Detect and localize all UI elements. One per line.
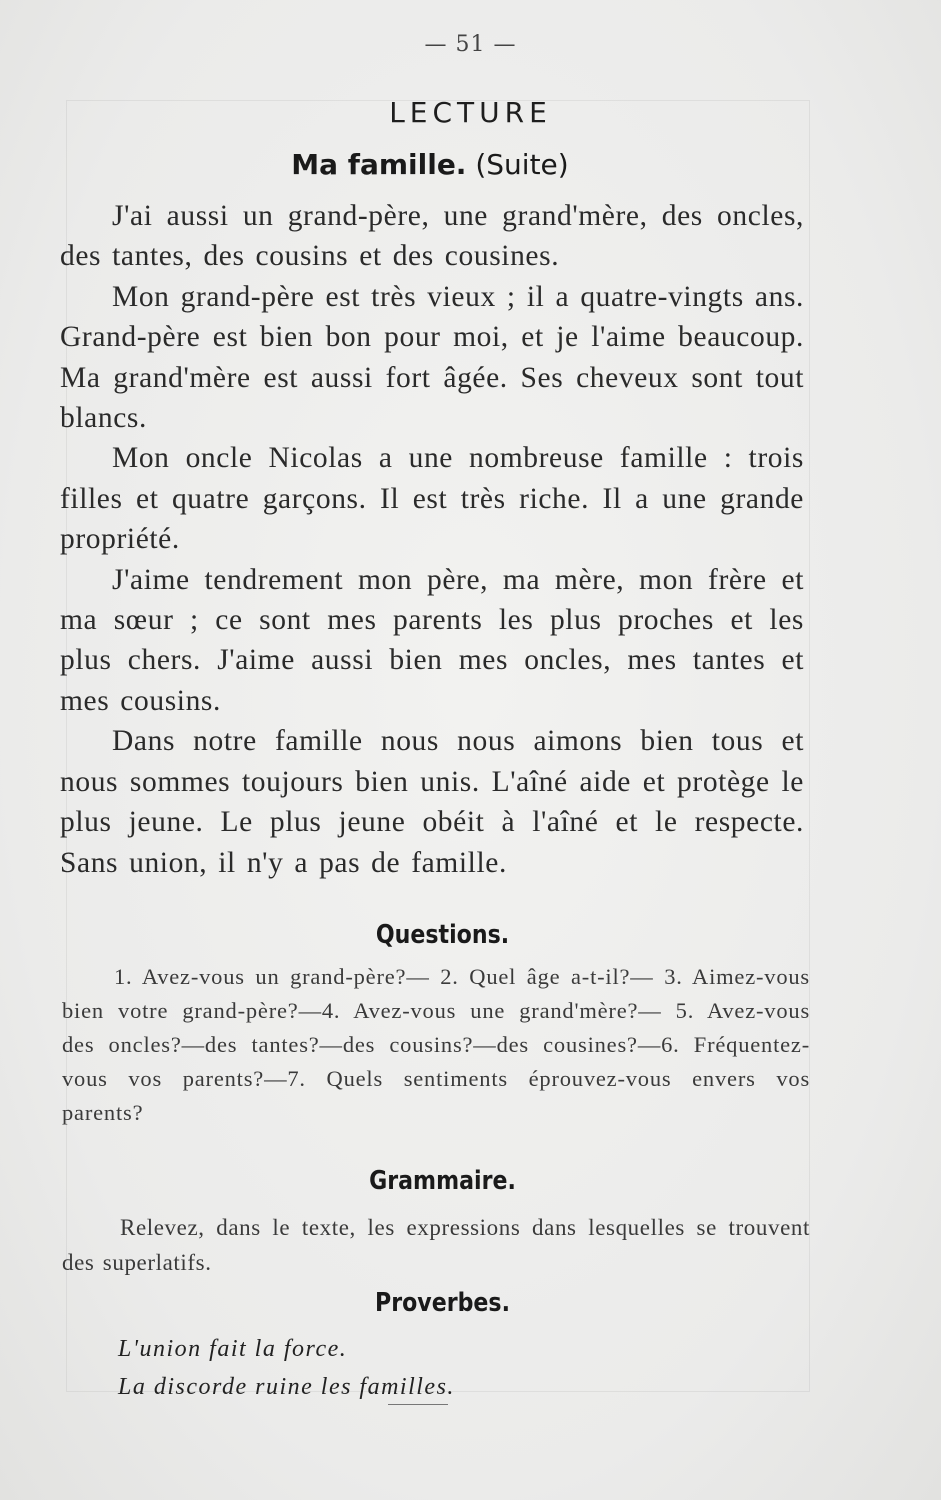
proverb-item: La discorde ruine les familles. bbox=[118, 1374, 455, 1400]
reading-text bbox=[60, 196, 804, 883]
proverbs-list bbox=[118, 1330, 455, 1406]
lesson-title-suffix: (Suite) bbox=[475, 148, 569, 181]
reading-paragraph: Mon grand-père est très vieux ; il a quatre-vingts ans. Grand-père est bien bon pour moi, et je l'aime beaucoup. Ma grand'mère est aussi fort âgée. Ses cheveux sont tout blancs. bbox=[60, 280, 804, 435]
proverbes-heading: Proverbes. bbox=[375, 1288, 510, 1318]
grammaire-heading: Grammaire. bbox=[369, 1166, 516, 1196]
page-number: — 51 — bbox=[424, 32, 517, 57]
questions-heading: Questions. bbox=[375, 920, 510, 950]
reading-paragraph: Dans notre famille nous nous aimons bien tous et nous sommes toujours bien unis. L'aîné aide et protège le plus jeune. Le plus jeune obéit à l'aîné et le respecte. Sans union, il n'y a pas de famille. bbox=[60, 725, 804, 879]
lesson-title bbox=[0, 148, 860, 181]
lesson-title-main: Ma famille. bbox=[291, 148, 467, 181]
reading-paragraph: Mon oncle Nicolas a une nombreuse famille : trois filles et quatre garçons. Il est très riche. Il a une grande propriété. bbox=[60, 442, 804, 556]
grammaire-text bbox=[62, 1210, 810, 1280]
questions-text bbox=[62, 960, 810, 1130]
grammaire-paragraph: Relevez, dans le texte, les expressions dans lesquelles se trouvent des superlatifs. bbox=[62, 1215, 810, 1275]
questions-paragraph: 1. Avez-vous un grand-père?— 2. Quel âge a-t-il?— 3. Aimez-vous bien votre grand-père?—4. Avez-vous une grand'mère?— 5. Avez-vous des oncles?—des tantes?—des cousins?—des cousines?—6. Fréquentez-vous vos parents?—7. Quels sentiments éprouvez-vous envers vos parents? bbox=[62, 964, 810, 1125]
section-title: LECTURE bbox=[389, 96, 552, 129]
closing-rule bbox=[388, 1404, 448, 1405]
proverb-item: L'union fait la force. bbox=[118, 1336, 348, 1362]
reading-paragraph: J'ai aussi un grand-père, une grand'mère, des oncles, des tantes, des cousins et des cousines. bbox=[60, 200, 804, 273]
reading-paragraph: J'aime tendrement mon père, ma mère, mon frère et ma sœur ; ce sont mes parents les plus proches et les plus chers. J'aime aussi bien mes oncles, mes tantes et mes cousins. bbox=[60, 563, 804, 717]
